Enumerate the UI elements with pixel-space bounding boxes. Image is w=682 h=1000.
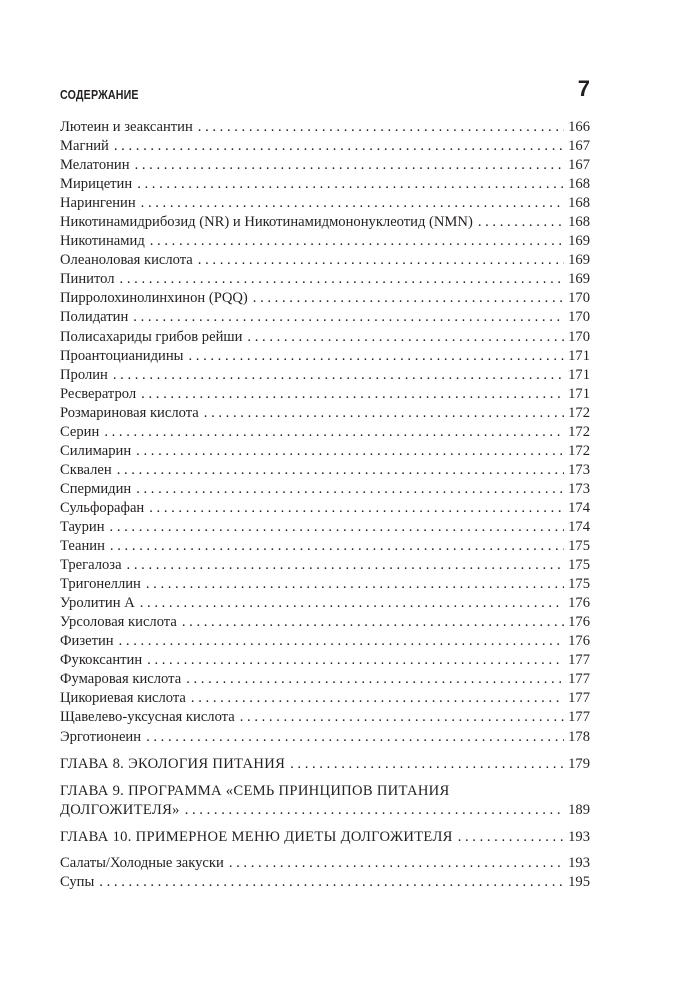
dot-leader xyxy=(140,594,564,613)
toc-entry-title: Спермидин xyxy=(60,480,132,497)
dot-leader xyxy=(182,613,564,632)
toc-entry-title: Мелатонин xyxy=(60,157,130,174)
toc-entry-title: Нарингенин xyxy=(60,195,136,212)
toc-entry-page: 177 xyxy=(568,690,590,707)
dot-leader xyxy=(113,366,564,385)
toc-entry-title: Пирролохинолинхинон (PQQ) xyxy=(60,290,248,307)
toc-entry-title: Олеаноловая кислота xyxy=(60,252,193,269)
toc-entry-title: Лютеин и зеаксантин xyxy=(60,119,193,135)
dot-leader xyxy=(146,575,564,594)
dot-leader xyxy=(137,175,564,194)
toc-entry-title: Фумаровая кислота xyxy=(60,671,182,688)
toc-entry[interactable] xyxy=(60,499,590,518)
page-header xyxy=(60,74,590,102)
toc-entries xyxy=(60,118,590,747)
dot-leader xyxy=(104,423,564,442)
dot-leader xyxy=(229,854,564,873)
chapter-8-title: ГЛАВА 8. ЭКОЛОГИЯ ПИТАНИЯ xyxy=(60,755,286,772)
toc-entry[interactable] xyxy=(60,537,590,556)
dot-leader xyxy=(117,461,564,480)
toc-entry[interactable] xyxy=(60,442,590,461)
toc-entry-page: 176 xyxy=(568,633,590,650)
dot-leader xyxy=(198,118,564,137)
toc-entry[interactable] xyxy=(60,594,590,613)
toc-entry[interactable] xyxy=(60,270,590,289)
dot-leader xyxy=(146,728,564,747)
chapter-9-title-line2: ДОЛГОЖИТЕЛЯ» xyxy=(60,801,180,818)
toc-entry-title: Фукоксантин xyxy=(60,652,143,669)
toc-entry[interactable] xyxy=(60,670,590,689)
dot-leader xyxy=(110,537,564,556)
dot-leader xyxy=(120,270,565,289)
toc-entry-page: 195 xyxy=(568,873,590,890)
toc-entry[interactable] xyxy=(60,423,590,442)
toc-entry-page: 168 xyxy=(568,176,590,193)
dot-leader xyxy=(478,213,564,232)
toc-entry-page: 170 xyxy=(568,290,590,307)
toc-entry-title: Эрготионеин xyxy=(60,728,142,745)
toc-entry-page: 170 xyxy=(568,328,590,345)
toc-entry-title: Сульфорафан xyxy=(60,499,145,516)
dot-leader xyxy=(136,480,564,499)
running-title: СОДЕРЖАНИЕ xyxy=(60,87,139,102)
toc-entry-title: Розмариновая кислота xyxy=(60,404,199,421)
toc-entry-page: 169 xyxy=(568,271,590,288)
toc-entry-page: 169 xyxy=(568,233,590,250)
toc-entry-title: Ресвератрол xyxy=(60,385,137,402)
chapter-9-heading[interactable] xyxy=(60,782,590,820)
dot-leader xyxy=(290,755,564,774)
toc-entry-title: Цикориевая кислота xyxy=(60,690,186,707)
dot-leader xyxy=(150,232,564,251)
toc-entry-title: Салаты/Холодные закуски xyxy=(60,854,224,871)
table-of-contents xyxy=(60,118,590,892)
toc-entry-page: 175 xyxy=(568,538,590,555)
toc-entry-title: Серин xyxy=(60,423,100,440)
toc-entry-page: 176 xyxy=(568,614,590,631)
toc-entry-page: 177 xyxy=(568,671,590,688)
dot-leader xyxy=(149,499,564,518)
dot-leader xyxy=(99,873,564,892)
dot-leader xyxy=(141,385,564,404)
toc-entry-page: 175 xyxy=(568,557,590,574)
dot-leader xyxy=(198,251,564,270)
toc-entry-title: Магний xyxy=(60,138,109,155)
dot-leader xyxy=(240,708,564,727)
toc-entry-page: 172 xyxy=(568,404,590,421)
chapter-10-page: 193 xyxy=(568,828,590,845)
toc-entry-title: Щавелево-уксусная кислота xyxy=(60,709,235,726)
chapter-9-page: 189 xyxy=(568,801,590,818)
chapter-10-heading[interactable] xyxy=(60,828,590,847)
dot-leader xyxy=(458,828,564,847)
toc-entry[interactable] xyxy=(60,728,590,747)
dot-leader xyxy=(191,689,564,708)
toc-entry-title: Тригонеллин xyxy=(60,576,141,593)
chapter-10-title: ГЛАВА 10. ПРИМЕРНОЕ МЕНЮ ДИЕТЫ ДОЛГОЖИТЕЛЯ xyxy=(60,828,453,845)
toc-entry[interactable] xyxy=(60,480,590,499)
toc-entry[interactable] xyxy=(60,232,590,251)
toc-entry-page: 169 xyxy=(568,252,590,269)
dot-leader xyxy=(188,347,564,366)
dot-leader xyxy=(186,670,564,689)
toc-entry-title: Проантоцианидины xyxy=(60,347,184,364)
toc-entry[interactable] xyxy=(60,118,590,137)
toc-entry[interactable] xyxy=(60,347,590,366)
toc-entry-page: 174 xyxy=(568,518,590,535)
dot-leader xyxy=(204,404,564,423)
toc-entry-title: Полидатин xyxy=(60,309,129,326)
toc-entry-page: 168 xyxy=(568,214,590,231)
toc-entry[interactable] xyxy=(60,404,590,423)
toc-entry[interactable] xyxy=(60,289,590,308)
page-number: 7 xyxy=(577,76,590,101)
dot-leader xyxy=(119,632,565,651)
toc-entry-page: 172 xyxy=(568,442,590,459)
toc-entry[interactable] xyxy=(60,651,590,670)
toc-entry-title: Трегалоза xyxy=(60,557,122,574)
chapter-8-page: 179 xyxy=(568,755,590,772)
toc-entry[interactable] xyxy=(60,194,590,213)
toc-entry[interactable] xyxy=(60,461,590,480)
dot-leader xyxy=(253,289,564,308)
toc-entry-title: Полисахариды грибов рейши xyxy=(60,328,243,345)
toc-entry[interactable] xyxy=(60,328,590,347)
dot-leader xyxy=(185,801,564,820)
toc-entry[interactable] xyxy=(60,251,590,270)
toc-entry[interactable] xyxy=(60,613,590,632)
toc-entry-page: 166 xyxy=(568,119,590,135)
toc-entry-title: Таурин xyxy=(60,518,105,535)
toc-entry[interactable] xyxy=(60,385,590,404)
chapter-9-title-line1: ГЛАВА 9. ПРОГРАММА «СЕМЬ ПРИНЦИПОВ ПИТАНИЯ xyxy=(60,782,450,799)
toc-entry-title: Физетин xyxy=(60,633,114,650)
toc-entry-page: 173 xyxy=(568,461,590,478)
dot-leader xyxy=(136,442,564,461)
toc-entry[interactable] xyxy=(60,708,590,727)
toc-entry-page: 171 xyxy=(568,385,590,402)
toc-entry-title: Никотинамидрибозид (NR) и Никотинамидмононуклеотид (NMN) xyxy=(60,214,473,231)
toc-entry-title: Супы xyxy=(60,873,95,890)
dot-leader xyxy=(127,556,565,575)
toc-entry[interactable] xyxy=(60,689,590,708)
chapter-8-heading[interactable] xyxy=(60,755,590,774)
dot-leader xyxy=(135,156,565,175)
toc-entry-page: 168 xyxy=(568,195,590,212)
toc-entry[interactable] xyxy=(60,175,590,194)
toc-entry[interactable] xyxy=(60,873,590,892)
toc-entry-page: 171 xyxy=(568,366,590,383)
toc-entry[interactable] xyxy=(60,156,590,175)
toc-entry-title: Пинитол xyxy=(60,271,115,288)
toc-entry-page: 170 xyxy=(568,309,590,326)
toc-entry-page: 193 xyxy=(568,854,590,871)
toc-entry-title: Теанин xyxy=(60,538,105,555)
toc-entry-title: Никотинамид xyxy=(60,233,145,250)
toc-entry[interactable] xyxy=(60,213,590,232)
toc-entry-page: 176 xyxy=(568,595,590,612)
toc-entry-page: 178 xyxy=(568,728,590,745)
toc-entry[interactable] xyxy=(60,308,590,327)
toc-entry-page: 173 xyxy=(568,480,590,497)
dot-leader xyxy=(147,651,564,670)
toc-entry-page: 177 xyxy=(568,709,590,726)
toc-entry-page: 167 xyxy=(568,138,590,155)
toc-entry-page: 172 xyxy=(568,423,590,440)
toc-entry-title: Пролин xyxy=(60,366,108,383)
toc-entry-page: 167 xyxy=(568,157,590,174)
toc-entry-page: 171 xyxy=(568,347,590,364)
toc-entry-title: Сквален xyxy=(60,461,112,478)
toc-entry[interactable] xyxy=(60,854,590,873)
toc-entry-page: 174 xyxy=(568,499,590,516)
toc-entry[interactable] xyxy=(60,366,590,385)
toc-entry[interactable] xyxy=(60,575,590,594)
toc-entry[interactable] xyxy=(60,556,590,575)
dot-leader xyxy=(247,328,564,347)
toc-entry-page: 177 xyxy=(568,652,590,669)
toc-entry[interactable] xyxy=(60,632,590,651)
dot-leader xyxy=(110,518,565,537)
toc-entry[interactable] xyxy=(60,137,590,156)
toc-entry-title: Урсоловая кислота xyxy=(60,614,177,631)
dot-leader xyxy=(141,194,564,213)
toc-entry-title: Мирицетин xyxy=(60,176,133,193)
toc-entry-page: 175 xyxy=(568,576,590,593)
chapter-10-entries xyxy=(60,854,590,892)
toc-entry[interactable] xyxy=(60,518,590,537)
dot-leader xyxy=(114,137,564,156)
toc-entry-title: Силимарин xyxy=(60,442,132,459)
toc-entry-title: Уролитин А xyxy=(60,595,135,612)
dot-leader xyxy=(133,308,564,327)
